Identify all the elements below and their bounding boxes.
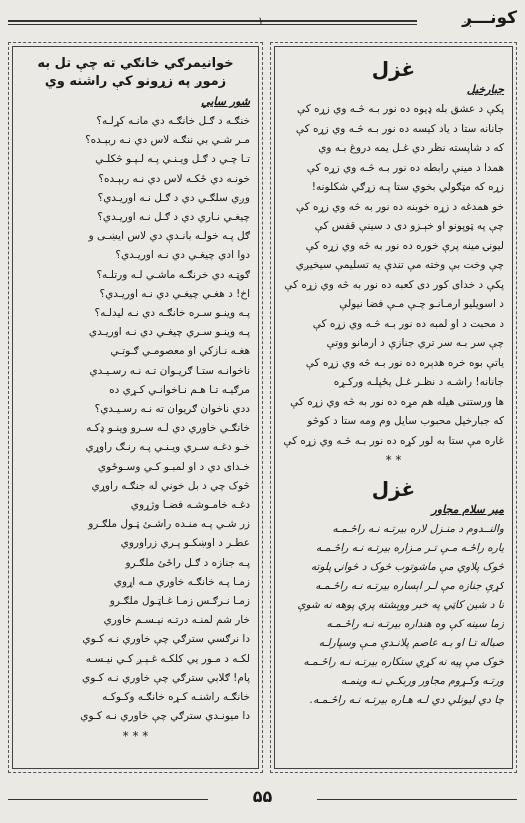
poem-line: اخ! د هغـي چیغـي دي نـه اوریـدي؟	[99, 287, 250, 300]
poem-line: که جبارخیل محبوب سایل وم ومه ستا د کوڅو	[307, 415, 504, 427]
poem-line: پـه وینـو سـره خانګـه دي نـه لیدلـه؟	[94, 307, 250, 320]
poem-line: یاتې بوه خره هدېره ده نور بـه څه وي زړه کې	[305, 356, 504, 369]
poem3-lines	[13, 112, 258, 727]
poem-line: زر شـي پـه منـده راشـئ ټـول ملګـرو	[88, 518, 250, 531]
poem-line: که د شاپسته نظر دي غـل یمه دروغ بـه وي	[318, 142, 504, 154]
poem-line: خانګـه راشنـه کـړه خانګـه وکـوکـه	[102, 691, 250, 704]
poem-line: ددي ناخوان ګریوان ته نـه رسـیـدي؟	[94, 403, 250, 416]
poem-line: مرګیـه تـا هـم نـاخوانـي کـړي ده	[109, 383, 250, 396]
header-mark: ۱	[258, 16, 264, 27]
poem-line: خـو دغـه سـري ویـنـي پـه رنـګ راوړي	[85, 441, 250, 454]
poem2-author: میر سلام مجاور	[431, 503, 504, 516]
poem-line: خانګـي خاوري دي لـه سـرو وینـو ډکـه	[86, 422, 250, 435]
poem-line: چا دي لیونلي دي لـه هـاره بیرتـه نـه راځـمـه.	[309, 694, 504, 706]
poem-line: چې سر بـه سر تري جنازې د ارمانو ووتې	[326, 337, 504, 349]
header-rule	[8, 20, 417, 22]
poem-line: پـه جنازه د ګـل راځئ ملګـرو	[125, 556, 250, 569]
poem-line: هغـه نـازکي او معصومـي ګـوتـي	[110, 345, 250, 358]
poem-line: کړې جنازه مې لـر اېساره بیرتـه نـه راځـمـه	[315, 580, 504, 592]
poem-line: چې وخت بې وخته مې تندې یه تسلیمې سیخیږي	[295, 259, 504, 271]
poem-line: ها ورستنی هیله هم مړه ده نور به څه وي زړه کې	[290, 395, 504, 408]
poem-line: تا د شین کاټي په خبر ووېشته پري پوهه نه شوې	[297, 599, 504, 611]
poem-line: وږي سلګـي دي د ګـل نـه اوریـدي؟	[97, 191, 250, 204]
masthead: کونـــږ	[462, 8, 517, 28]
poem-line: څوک پلاوي مې ماشوتوب څوک د څوانۍ پلوته	[310, 561, 504, 573]
poem-line: پکې د خدای کور دی کعبه ده نور به څه وي زړه کې	[284, 278, 504, 291]
poem-line: زما سینه کې وه هنداره بیرتـه نـه راځـمـه	[326, 618, 504, 630]
page-header	[8, 6, 517, 36]
header-rule-thin	[8, 24, 417, 25]
poem-line: دغـه خامـوشـه فضـا وژړوي	[130, 499, 250, 512]
poem-line: پکې د عشق بله ډیوه ده نور بـه څـه وي زړه کې	[296, 103, 504, 115]
poem-line: عطـر د اوښکـو پـري زراوروي	[120, 537, 250, 550]
poem-line: خو همدغه د زړه خوبنه ده نور به څه وي زړه کې	[295, 200, 504, 213]
poem-line: دوا ادي چیغـي دي نـه اوریـدي؟	[115, 249, 250, 262]
poem-line: لیونۍ مینه پرې خوره ده نور به څه وي زړه کې	[305, 239, 504, 252]
poem3-title: خوانیمرګي خانګي ته چې تل به زموږ په زړونو کې راشنه وي	[37, 56, 234, 89]
poem1-author: جبارخیل	[466, 83, 504, 96]
poem-line: دا میونـدي سترګي چې خاوري نـه کـوي	[80, 710, 250, 723]
page-footer	[8, 787, 517, 815]
poem3-author: شور سایي	[201, 95, 250, 108]
poem-line: یاره راځـه مـې تـر مـزاره بیرتـه نـه راځـمـه	[316, 542, 504, 554]
left-column-frame	[12, 46, 259, 769]
poem-line: جانانه ستا د یاد کیسه ده نور بـه څـه وي زړه کې	[295, 122, 504, 135]
poem-line: صباله تـا او بـه عاصم پلانـدې مـې وسپارلـه	[318, 637, 504, 649]
poem-line: ناخوانـه ستـا ګریـوان تـه نـه رسـیـدي	[89, 364, 250, 377]
poem-line: جانانه! راشـه د نظـر غـل یځپلـه ورکـړه	[333, 376, 504, 388]
poem2-lines	[275, 520, 512, 710]
poem-line: د اسویلیو ارمـانـو چـې مـې فضا نیولې	[339, 298, 504, 310]
poem-line: څوک چي د بل خوني له جنګـه راوړي	[91, 479, 250, 492]
poem3-stars: * * *	[122, 728, 149, 743]
poem-line: ګل پـه خولـه بانـدې دي لاس ایښـی و	[88, 230, 250, 243]
poem1-title: غزل	[371, 57, 416, 81]
poem-line: خار شم لمنـه درتـه نیـسـم خاوري	[103, 614, 250, 627]
poem-line: خونـه دي ځکـه لاس دي نـه ربېـده؟	[98, 172, 250, 185]
poem-line: خـدای دي د او لمبـو کـي وسـوځوي	[97, 460, 250, 473]
left-column	[8, 42, 263, 773]
poem-line: والنــدوم د منـزل لاره بیرتـه نـه راځـمـه	[332, 523, 504, 535]
poem1-stars: * *	[385, 453, 402, 467]
poem-line: ورتـه وکـړوم مجاور وربکـي نـه وینمـه	[341, 675, 504, 687]
poem-line: چیغـي نـاري دي د ګـل نـه اوریـدي؟	[97, 211, 250, 224]
poem-line: خنګـه د ګـل خانګـه دي مانـه کړلـه؟	[96, 115, 250, 127]
page-number: ۵۵	[252, 787, 273, 806]
poem-line: خوک مې پیه نه کړي ستکاره بیرتـه نـه راځـمـه	[303, 656, 504, 668]
poem-line: لکـه د مـور یي کلکـه غـېـږ کـي نیـسـه	[85, 652, 250, 665]
right-column	[270, 42, 517, 773]
poem-line: پام! ګلابي سترګي چې خاوري نـه کـوي	[82, 671, 250, 684]
right-column-frame	[274, 46, 513, 769]
poem-line: ګوټـه دي خرنګـه ماشـي لـه ورتلـه؟	[96, 268, 250, 281]
poem-line: پـه وینـو سـري چیغـي دي نـه اوریـدي	[88, 326, 250, 339]
poem-line: چې په ټوپونو او خېـزو دی د سینې قفس کې	[314, 220, 504, 232]
poem2-title: غزل	[371, 477, 416, 501]
poem-line: تـا چـي د ګـل ویـنـي پـه لـپـو څکلـي	[95, 153, 250, 166]
poem-line: غاره مې ستا به لور کړه ده نور بـه څـه وي زړه کې	[283, 434, 504, 447]
poem-line: زمـا نـرګـس زمـا غـاټـول ملګـرو	[109, 595, 250, 608]
poem-line: زمـا پـه خانګـه خاوري مـه اړوي	[113, 575, 250, 588]
poem-line: د محبت د او لمبه ده نور بـه څـه وي زړه کې	[312, 317, 504, 330]
poem-line: همدا د مینې رابطه ده نور بـه څـه وي زړه کې	[306, 161, 504, 174]
poem-line: زړه که مټګولي بخوي ستا پـه زړګي شکلونه!	[311, 181, 504, 193]
poem-line: دا نرګسي سترګي چې خاوري نـه کـوي	[82, 633, 250, 646]
poem-line: مـر شـي بي ننګـه لاس دي نـه ربېـده؟	[85, 134, 250, 147]
poem1-lines	[275, 100, 512, 451]
